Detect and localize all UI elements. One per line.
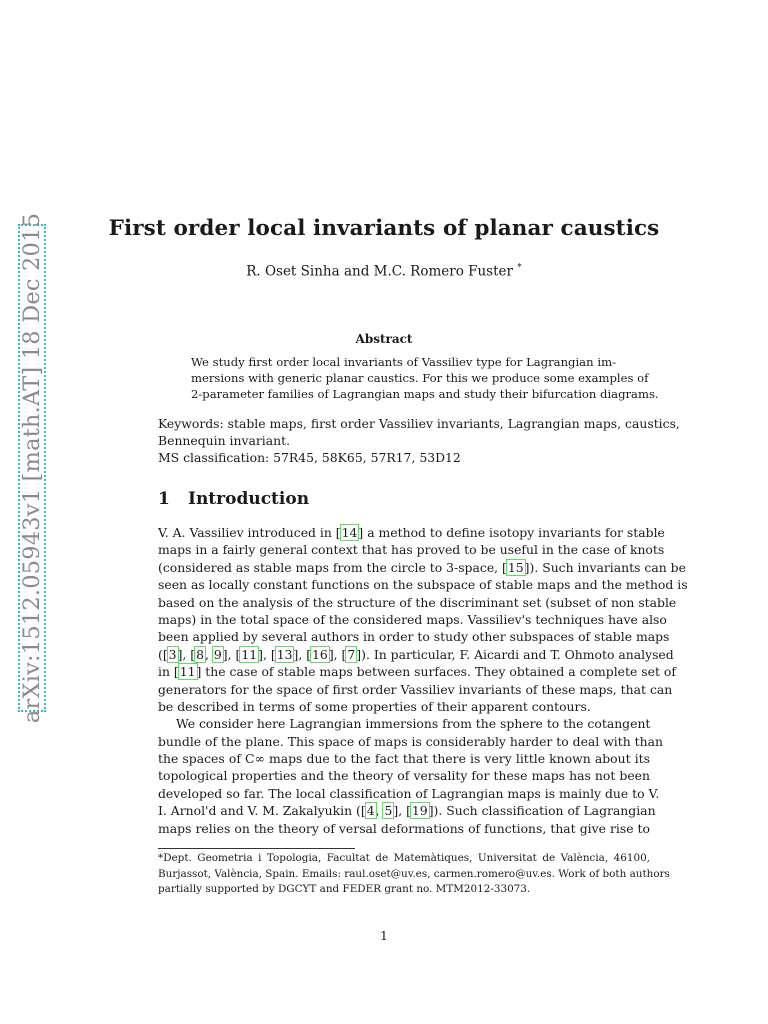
body-line: maps in a fairly general context that has proved to be useful in the case of knots xyxy=(158,542,665,558)
abstract-line: We study first order local invariants of Vassiliev type for Lagrangian im- xyxy=(191,355,616,369)
citation-link[interactable]: 7 xyxy=(347,646,356,662)
citation-link[interactable]: 9 xyxy=(213,646,222,662)
abstract-line: mersions with generic planar caustics. For this we produce some examples of xyxy=(191,370,649,385)
body-line: topological properties and the theory of versality for these maps has not been xyxy=(158,768,650,784)
footnote-line: *Dept. Geometria i Topologia, Facultat de Matemàtiques, Universitat de València, 46100, xyxy=(158,852,650,864)
body-line: bundle of the plane. This space of maps is considerably harder to deal with than xyxy=(158,733,663,749)
abstract-line: 2-parameter families of Lagrangian maps and study their bifurcation diagrams. xyxy=(191,386,659,401)
abstract-body xyxy=(191,355,659,402)
body-line: maps relies on the theory of versal deformations of functions, that give rise to xyxy=(158,820,650,836)
keywords-line: Keywords: stable maps, first order Vassiliev invariants, Lagrangian maps, caustics, xyxy=(158,416,680,431)
citation-link[interactable]: 11 xyxy=(241,646,258,662)
section-number: 1 xyxy=(158,489,170,509)
author-footnote-mark[interactable]: * xyxy=(517,263,522,273)
body-line: maps) in the total space of the considered maps. Vassiliev's techniques have also xyxy=(158,611,667,627)
section-heading xyxy=(158,489,309,509)
body-line: generators for the space of first order Vassiliev invariants of these maps, that can xyxy=(158,681,673,697)
section-title: Introduction xyxy=(188,489,310,509)
citation-link[interactable]: 4 xyxy=(366,803,375,819)
citation-link[interactable]: 14 xyxy=(341,525,358,540)
citation-link[interactable]: 3 xyxy=(168,646,177,662)
citation-link[interactable]: 19 xyxy=(411,803,428,819)
citation-link[interactable]: 16 xyxy=(312,646,328,662)
keywords-line: Bennequin invariant. xyxy=(158,433,291,449)
arxiv-identifier-stamp[interactable]: arXiv:1512.05943v1 [math.AT] 18 Dec 2015 xyxy=(19,212,45,724)
body-line: ([3], [8, 9], [11], [13], [16], [7]). In particular, F. Aicardi and T. Ohmoto analysed xyxy=(158,646,674,662)
body-line: V. A. Vassiliev introduced in [14] a method to define isotopy invariants for stable xyxy=(158,525,665,540)
paper-authors xyxy=(0,263,768,280)
footnote-rule xyxy=(158,848,355,849)
ms-classification: MS classification: 57R45, 58K65, 57R17, 53D12 xyxy=(158,450,461,466)
citation-link[interactable]: 11 xyxy=(179,664,196,680)
citation-link[interactable]: 8 xyxy=(196,646,205,662)
page-number: 1 xyxy=(380,928,388,943)
author-names: R. Oset Sinha and M.C. Romero Fuster xyxy=(246,263,513,280)
body-line: the spaces of C∞ maps due to the fact that there is very little known about its xyxy=(158,751,650,767)
body-line: We consider here Lagrangian immersions from the sphere to the cotangent xyxy=(176,716,651,732)
body-line: I. Arnol'd and V. M. Zakalyukin ([4, 5], [19]). Such classification of Lagrangian xyxy=(158,803,656,819)
citation-link[interactable]: 5 xyxy=(384,803,393,819)
body-line: been applied by several authors in order to study other subspaces of stable maps xyxy=(158,629,670,645)
footnote-line: partially supported by DGCYT and FEDER grant no. MTM2012-33073. xyxy=(158,883,531,895)
author-affiliation-footnote xyxy=(158,851,670,898)
keywords-block xyxy=(158,415,680,467)
body-line: based on the analysis of the structure of the discriminant set (subset of non stable xyxy=(158,594,677,610)
body-line: seen as locally constant functions on the subspace of stable maps and the method is xyxy=(158,577,688,593)
abstract-heading: Abstract xyxy=(355,332,413,346)
paper-title: First order local invariants of planar caustics xyxy=(108,216,660,241)
body-line: in [11] the case of stable maps between surfaces. They obtained a complete set of xyxy=(158,664,676,680)
body-text xyxy=(158,524,688,837)
body-line: (considered as stable maps from the circle to 3-space, [15]). Such invariants can be xyxy=(158,559,686,575)
footnote-line: Burjassot, València, Spain. Emails: raul.oset@uv.es, carmen.romero@uv.es. Work of both authors xyxy=(158,867,670,880)
body-line: be described in terms of some properties of their apparent contours. xyxy=(158,698,591,714)
citation-link[interactable]: 13 xyxy=(276,646,293,662)
body-line: developed so far. The local classification of Lagrangian maps is mainly due to V. xyxy=(158,785,660,801)
citation-link[interactable]: 15 xyxy=(507,559,524,575)
